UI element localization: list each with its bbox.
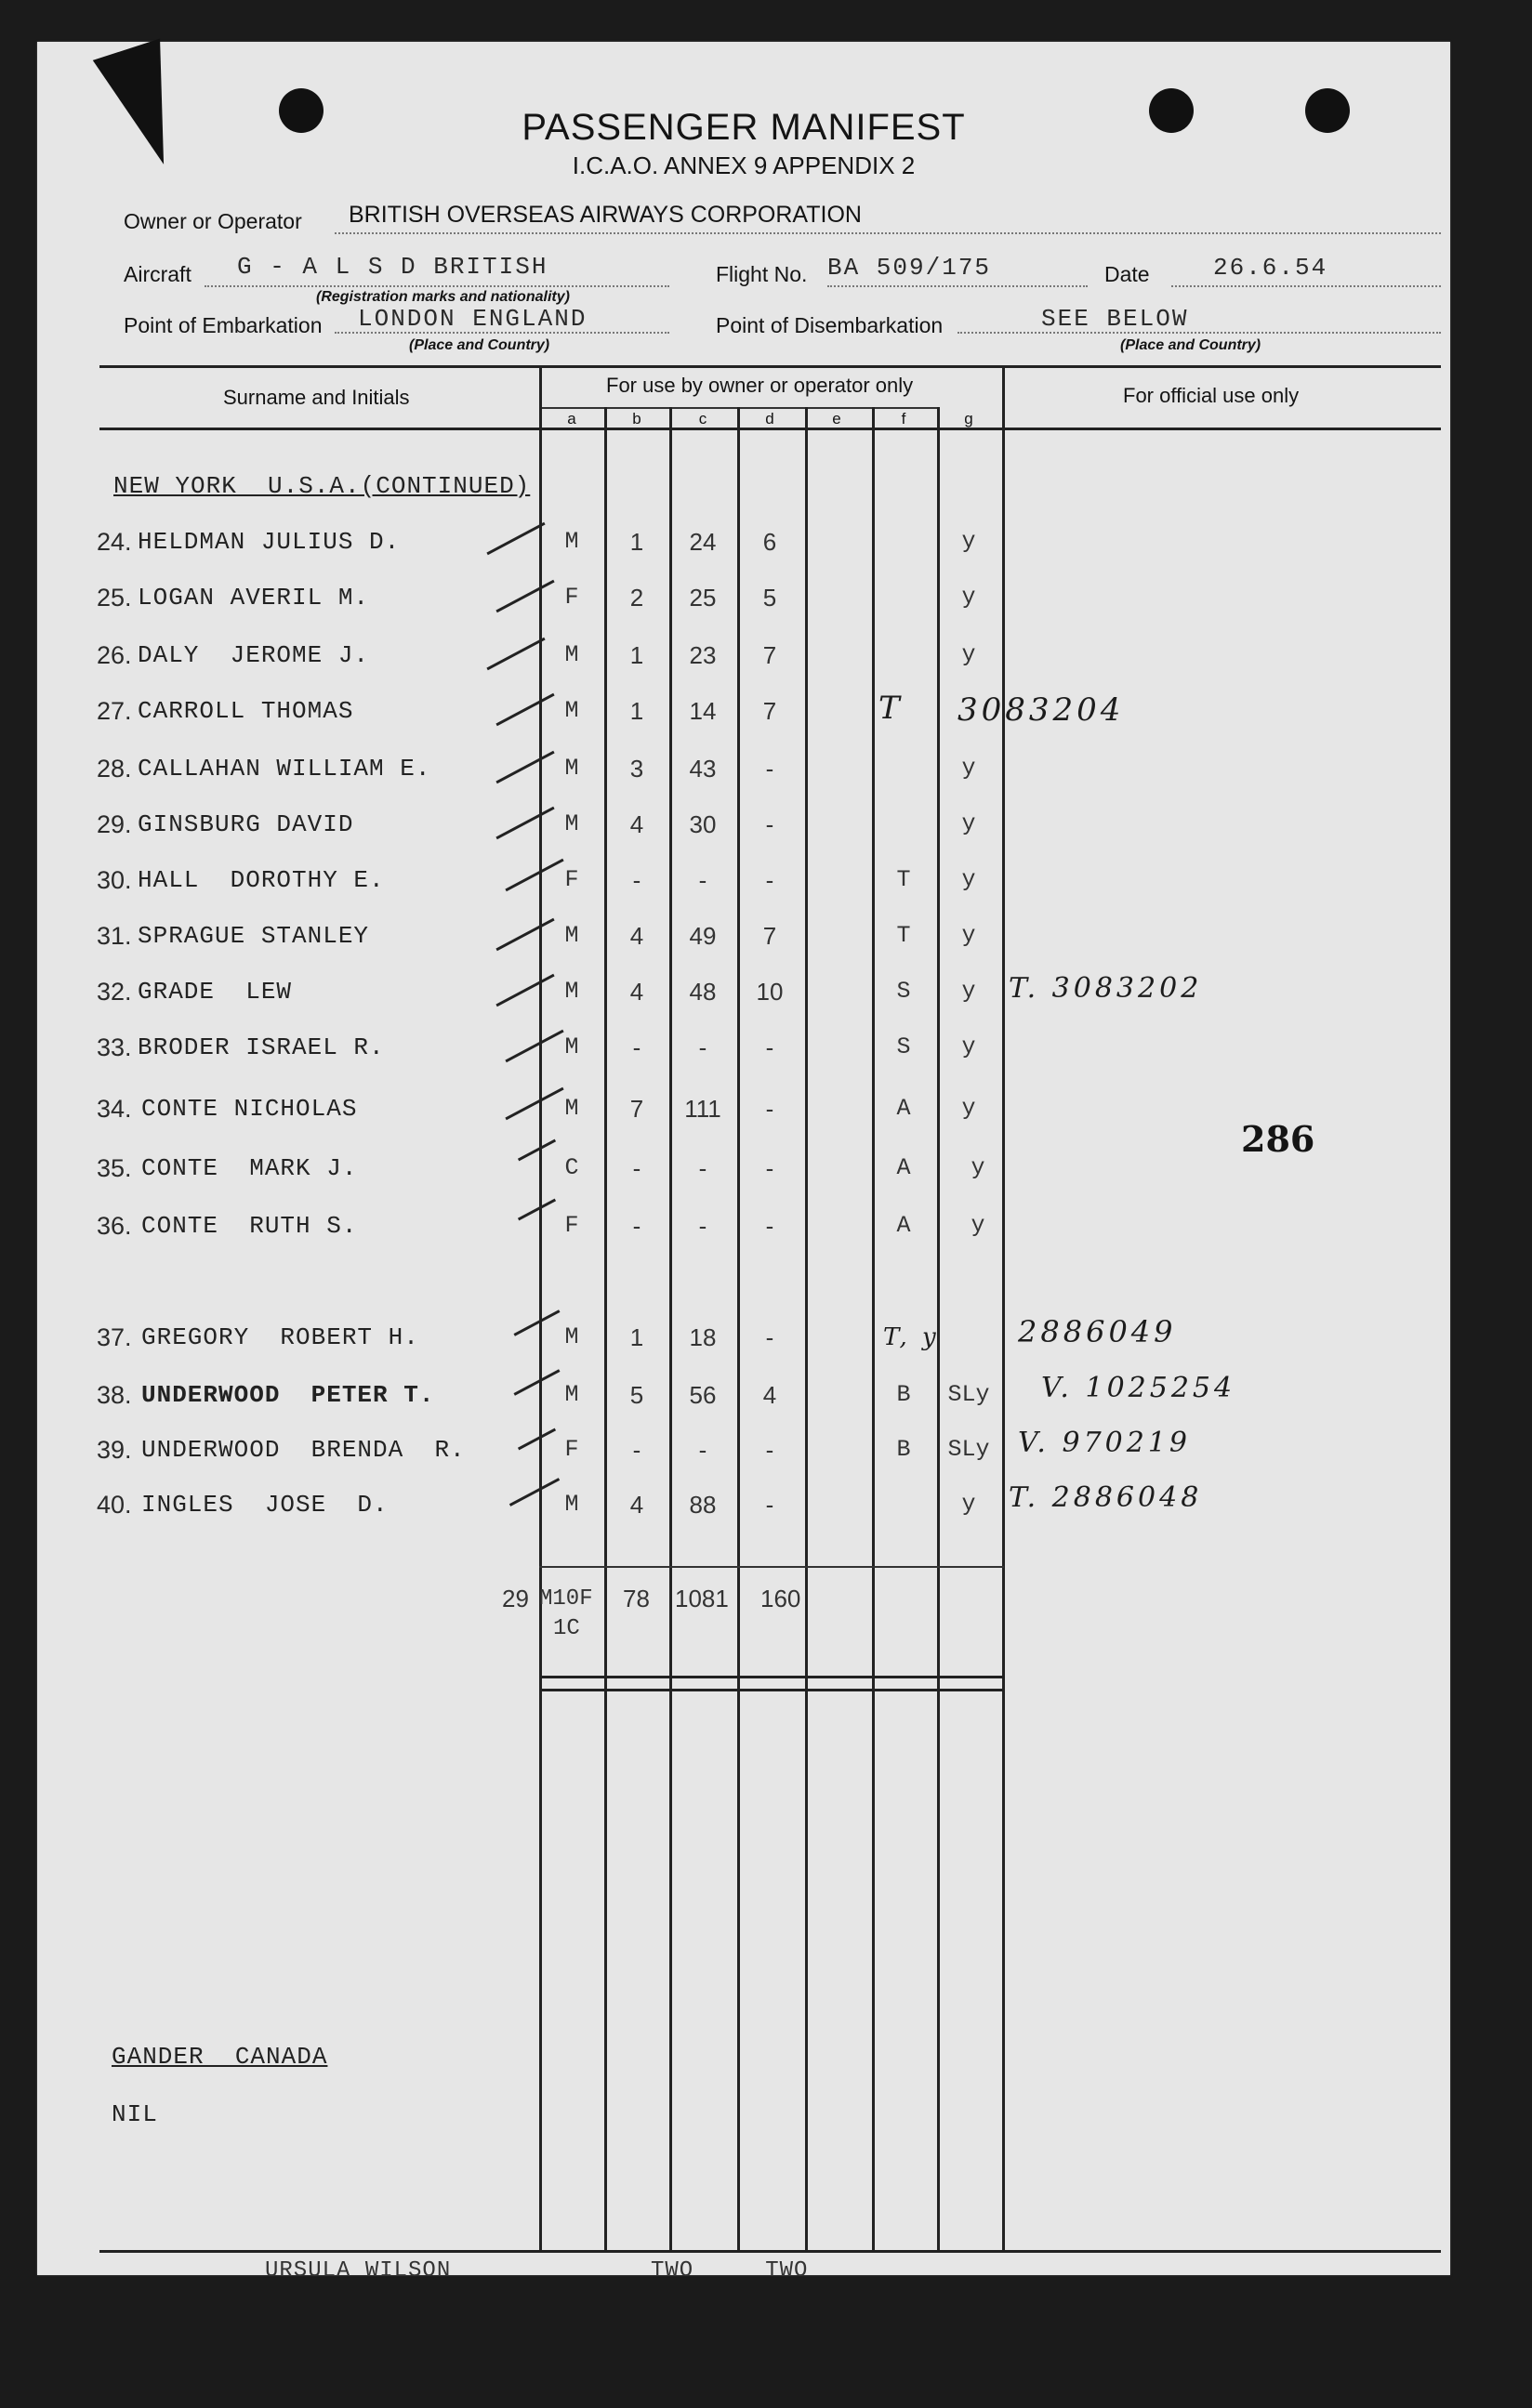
cell-a: M xyxy=(564,1323,579,1350)
cell-d: 6 xyxy=(762,528,777,556)
cell-g: y xyxy=(961,755,976,782)
cell-b: - xyxy=(632,866,641,894)
cell-b: 4 xyxy=(629,810,644,838)
cell-c: 88 xyxy=(689,1491,717,1519)
cell-a: M xyxy=(564,755,579,782)
cell-b: 4 xyxy=(629,922,644,950)
cell-b: 3 xyxy=(629,755,644,783)
torn-corner xyxy=(93,38,197,175)
table-row xyxy=(37,584,1450,621)
cell-g: SLy xyxy=(947,1436,990,1463)
row-number: 26. xyxy=(97,641,132,669)
cell-d: - xyxy=(765,1154,774,1182)
totals-bottom-rule-2 xyxy=(539,1689,1004,1691)
cell-c: - xyxy=(698,1154,707,1182)
cell-f: S xyxy=(896,978,911,1005)
cell-g: y xyxy=(961,978,976,1005)
cell-g: y xyxy=(961,584,976,611)
cell-d: - xyxy=(765,810,774,838)
flight-value: BA 509/175 xyxy=(827,254,992,282)
cell-a: F xyxy=(564,1436,579,1463)
embark-value: LONDON ENGLAND xyxy=(358,305,588,333)
manifest-sheet xyxy=(37,42,1450,2283)
passenger-name: CARROLL THOMAS xyxy=(138,697,354,725)
cell-b: 7 xyxy=(629,1095,644,1123)
col-letter-f: f xyxy=(901,410,906,428)
cell-d: - xyxy=(765,866,774,894)
section-gander: GANDER CANADA xyxy=(112,2043,328,2071)
cell-g: y xyxy=(971,1212,985,1239)
cell-f: S xyxy=(896,1033,911,1060)
cell-a: M xyxy=(564,1095,579,1122)
totals-b: 78 xyxy=(623,1585,650,1612)
row-number: 35. xyxy=(97,1154,132,1182)
official-annotation: T. 2886048 xyxy=(1009,1481,1203,1514)
cell-a: F xyxy=(564,1212,579,1239)
cell-c: 48 xyxy=(689,978,717,1006)
row-number: 27. xyxy=(97,697,132,725)
col-letter-b: b xyxy=(632,410,641,428)
row-number: 29. xyxy=(97,810,132,838)
table-row xyxy=(37,1372,1450,1418)
cell-b: - xyxy=(632,1436,641,1464)
cell-c: - xyxy=(698,1212,707,1240)
totals-c: 1081 xyxy=(675,1585,729,1612)
cell-b: 5 xyxy=(629,1381,644,1409)
table-row xyxy=(37,866,1450,903)
totals-top-rule xyxy=(539,1566,1004,1568)
col-letter-a: a xyxy=(567,410,576,428)
cell-c: 43 xyxy=(689,755,717,783)
cell-b: - xyxy=(632,1212,641,1240)
cell-d: 7 xyxy=(762,922,777,950)
embark-note: (Place and Country) xyxy=(409,337,550,353)
cell-g: SLy xyxy=(947,1381,990,1408)
flight-label: Flight No. xyxy=(716,262,808,286)
cell-d: - xyxy=(765,1095,774,1123)
passenger-name: LOGAN AVERIL M. xyxy=(138,584,370,612)
disembark-line xyxy=(958,332,1441,334)
punch-hole-right-1 xyxy=(1149,88,1194,133)
aircraft-value: G - A L S D BRITISH xyxy=(237,253,548,281)
footer-extra: TWO TWO xyxy=(651,2258,809,2283)
cell-f: B xyxy=(896,1436,911,1463)
handwritten-ty: T, y xyxy=(883,1323,940,1351)
embark-line xyxy=(335,332,669,334)
cell-g: y xyxy=(961,1033,976,1060)
row-number: 30. xyxy=(97,866,132,894)
header-official-use: For official use only xyxy=(1123,384,1300,407)
passenger-name: GREGORY ROBERT H. xyxy=(141,1323,419,1351)
cell-b: - xyxy=(632,1033,641,1061)
handwritten-t: T xyxy=(878,690,904,727)
row-number: 34. xyxy=(97,1095,132,1123)
cell-b: 4 xyxy=(629,1491,644,1519)
cell-g: y xyxy=(961,810,976,837)
cell-g: y xyxy=(961,528,976,555)
cell-a: M xyxy=(564,922,579,949)
cell-a: F xyxy=(564,584,579,611)
table-row xyxy=(37,690,1450,734)
cell-b: 2 xyxy=(629,584,644,612)
table-row xyxy=(37,1481,1450,1528)
table-row xyxy=(37,528,1450,565)
cell-g: y xyxy=(961,922,976,949)
cell-d: 5 xyxy=(762,584,777,612)
cell-d: - xyxy=(765,1436,774,1464)
passenger-name: CONTE MARK J. xyxy=(141,1154,358,1182)
cell-a: M xyxy=(564,697,579,724)
cell-f: A xyxy=(896,1154,911,1181)
totals-d: 160 xyxy=(760,1585,801,1612)
section-gander-entry: NIL xyxy=(112,2100,158,2128)
table-bottom-rule xyxy=(99,2250,1441,2253)
cell-d: 4 xyxy=(762,1381,777,1409)
passenger-name: CONTE RUTH S. xyxy=(141,1212,358,1240)
col-letter-d: d xyxy=(765,410,774,428)
cell-d: 7 xyxy=(762,697,777,725)
totals-count: 29 xyxy=(502,1585,529,1612)
section-new-york: NEW YORK U.S.A.(CONTINUED) xyxy=(113,472,531,500)
table-row xyxy=(37,922,1450,959)
passenger-name: DALY JEROME J. xyxy=(138,641,370,669)
col-letter-e: e xyxy=(832,410,841,428)
cell-b: 1 xyxy=(629,1323,644,1351)
row-number: 31. xyxy=(97,922,132,950)
official-annotation: V. 1025254 xyxy=(1041,1372,1236,1404)
cell-a: M xyxy=(564,641,579,668)
col-letter-g: g xyxy=(964,410,973,428)
cell-c: 111 xyxy=(684,1095,721,1123)
row-number: 32. xyxy=(97,978,132,1006)
owner-line xyxy=(335,232,1441,234)
cell-a: M xyxy=(564,1491,579,1518)
row-number: 24. xyxy=(97,528,132,556)
manifest-subtitle: I.C.A.O. ANNEX 9 APPENDIX 2 xyxy=(572,151,916,179)
table-row xyxy=(37,641,1450,678)
table-row xyxy=(37,810,1450,848)
row-number: 25. xyxy=(97,584,132,612)
cell-f: B xyxy=(896,1381,911,1408)
row-number: 28. xyxy=(97,755,132,783)
registration-note: (Registration marks and nationality) xyxy=(316,289,570,305)
cell-a: M xyxy=(564,528,579,555)
passenger-name: GINSBURG DAVID xyxy=(138,810,354,838)
row-number: 39. xyxy=(97,1436,132,1464)
footer-signature-name: URSULA WILSON xyxy=(265,2258,452,2283)
totals-a-children: 1C xyxy=(553,1616,580,1641)
cell-b: - xyxy=(632,1154,641,1182)
cell-d: - xyxy=(765,1491,774,1519)
cell-c: - xyxy=(698,1033,707,1061)
owner-label: Owner or Operator xyxy=(124,209,302,233)
date-line xyxy=(1171,285,1441,287)
passenger-name: BRODER ISRAEL R. xyxy=(138,1033,385,1061)
passenger-name: UNDERWOOD PETER T. xyxy=(141,1381,435,1409)
owner-value: BRITISH OVERSEAS AIRWAYS CORPORATION xyxy=(349,202,862,228)
cell-c: 49 xyxy=(689,922,717,950)
cell-f: T xyxy=(896,866,911,893)
cell-f: T xyxy=(896,922,911,949)
cell-c: 24 xyxy=(689,528,717,556)
totals-bottom-rule-1 xyxy=(539,1676,1004,1678)
cell-f: A xyxy=(896,1212,911,1239)
table-row xyxy=(37,1095,1450,1132)
cell-c: 56 xyxy=(689,1381,717,1409)
check-mark xyxy=(486,638,545,671)
passenger-name: HALL DOROTHY E. xyxy=(138,866,385,894)
header-surname: Surname and Initials xyxy=(223,386,410,409)
cell-c: 18 xyxy=(689,1323,717,1351)
disembark-value: SEE BELOW xyxy=(1041,305,1189,333)
cell-c: - xyxy=(698,866,707,894)
passenger-name: SPRAGUE STANLEY xyxy=(138,922,370,950)
cell-d: 10 xyxy=(756,978,784,1006)
cell-g: y xyxy=(961,1095,976,1122)
passenger-name: GRADE LEW xyxy=(138,978,293,1006)
cell-b: 4 xyxy=(629,978,644,1006)
punch-hole-left xyxy=(279,88,324,133)
punch-hole-right-2 xyxy=(1305,88,1350,133)
manifest-title: PASSENGER MANIFEST xyxy=(522,107,966,148)
table-row xyxy=(37,972,1450,1015)
cell-g: y xyxy=(961,1491,976,1518)
official-annotation: T. 3083202 xyxy=(1009,972,1203,1005)
official-annotation: V. 970219 xyxy=(1018,1427,1192,1459)
official-annotation: 3083204 xyxy=(958,691,1125,729)
row-number: 38. xyxy=(97,1381,132,1409)
aircraft-line xyxy=(205,285,669,287)
table-row xyxy=(37,1212,1450,1249)
cell-c: - xyxy=(698,1436,707,1464)
cell-a: M xyxy=(564,978,579,1005)
cell-b: 1 xyxy=(629,641,644,669)
col-letter-c: c xyxy=(698,410,707,428)
row-number: 37. xyxy=(97,1323,132,1351)
check-mark xyxy=(486,522,545,556)
header-owner-use: For use by owner or operator only xyxy=(606,374,914,397)
row-number: 36. xyxy=(97,1212,132,1240)
cell-c: 23 xyxy=(689,641,717,669)
cell-f: A xyxy=(896,1095,911,1122)
cell-a: M xyxy=(564,1381,579,1408)
passenger-name: CALLAHAN WILLIAM E. xyxy=(138,755,431,783)
date-label: Date xyxy=(1104,262,1150,286)
cell-d: - xyxy=(765,1323,774,1351)
cell-c: 25 xyxy=(689,584,717,612)
table-row xyxy=(37,1427,1450,1473)
cell-b: 1 xyxy=(629,697,644,725)
passenger-name: INGLES JOSE D. xyxy=(141,1491,389,1519)
cell-a: C xyxy=(564,1154,579,1181)
cell-d: 7 xyxy=(762,641,777,669)
disembark-label: Point of Disembarkation xyxy=(716,313,944,337)
cell-d: - xyxy=(765,755,774,783)
table-row xyxy=(37,1033,1450,1071)
official-annotation: 2886049 xyxy=(1018,1314,1177,1349)
cell-g: y xyxy=(961,641,976,668)
table-row xyxy=(37,1314,1450,1361)
row-number: 33. xyxy=(97,1033,132,1061)
passenger-name: UNDERWOOD BRENDA R. xyxy=(141,1436,466,1464)
table-top-rule xyxy=(99,365,1441,368)
table-row xyxy=(37,755,1450,792)
totals-a: M10F xyxy=(539,1586,593,1612)
cell-g: y xyxy=(971,1154,985,1181)
cell-g: y xyxy=(961,866,976,893)
cell-a: M xyxy=(564,810,579,837)
cell-b: 1 xyxy=(629,528,644,556)
cell-a: F xyxy=(564,866,579,893)
embark-label: Point of Embarkation xyxy=(124,313,323,337)
passenger-name: HELDMAN JULIUS D. xyxy=(138,528,401,556)
passenger-name: CONTE NICHOLAS xyxy=(141,1095,358,1123)
flight-line xyxy=(827,285,1088,287)
page-number-stamp: 286 xyxy=(1241,1118,1315,1160)
aircraft-label: Aircraft xyxy=(124,262,192,286)
cell-d: - xyxy=(765,1212,774,1240)
cell-d: - xyxy=(765,1033,774,1061)
disembark-note: (Place and Country) xyxy=(1120,337,1261,353)
table-row xyxy=(37,1154,1450,1191)
row-number: 40. xyxy=(97,1491,132,1519)
cell-a: M xyxy=(564,1033,579,1060)
date-value: 26.6.54 xyxy=(1213,254,1328,282)
cell-c: 14 xyxy=(689,697,717,725)
cell-c: 30 xyxy=(689,810,717,838)
